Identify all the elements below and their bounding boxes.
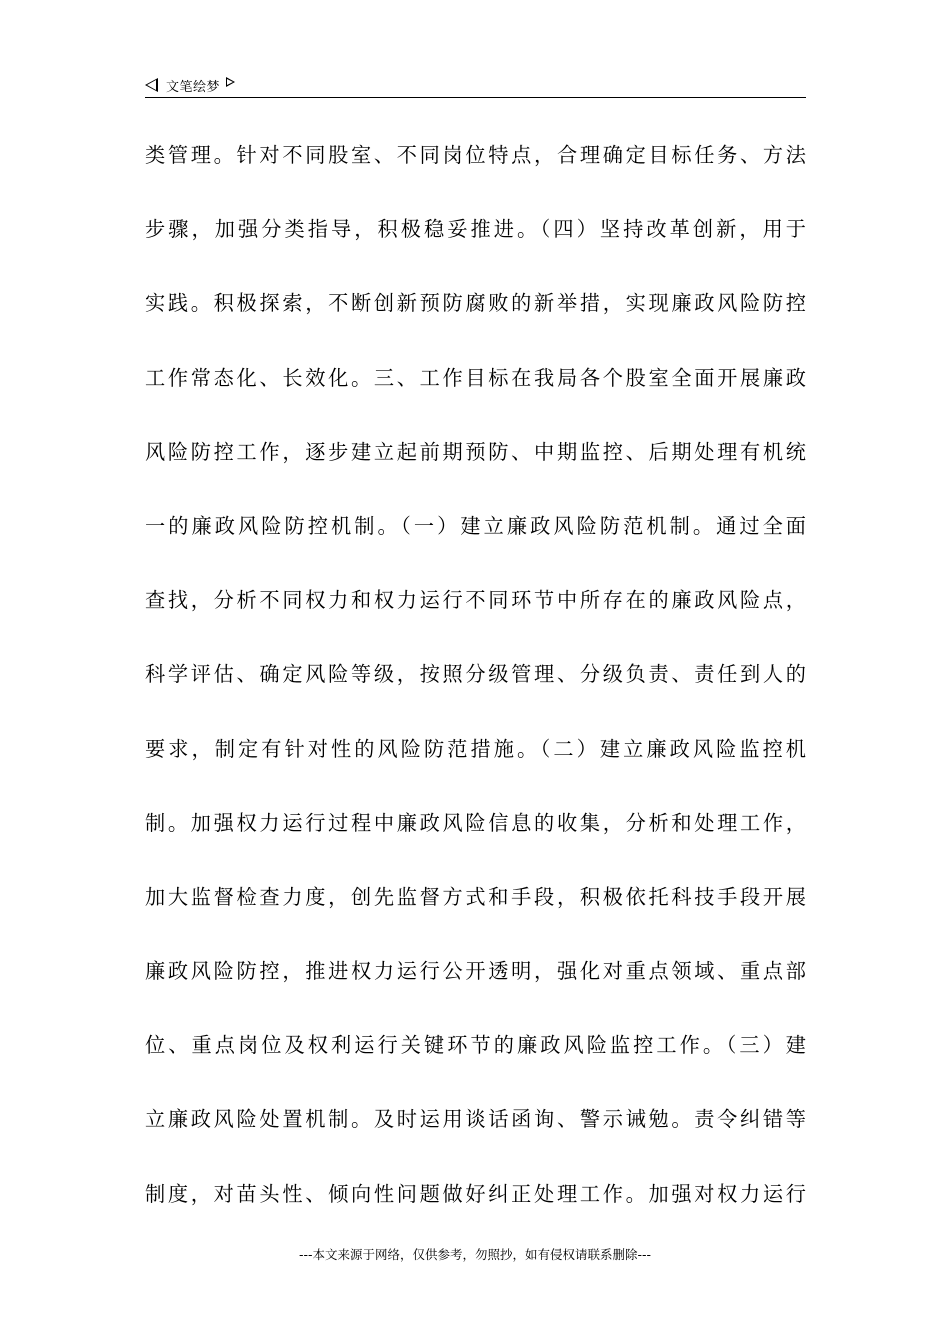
text-line: 要求，制定有针对性的风险防范措施。（二）建立廉政风险监控机 bbox=[145, 736, 806, 761]
triangle-right-icon bbox=[226, 77, 235, 87]
page-footer-disclaimer: ---本文来源于网络，仅供参考，勿照抄，如有侵权请联系删除--- bbox=[298, 1247, 652, 1262]
text-line: 位、重点岗位及权利运行关键环节的廉政风险监控工作。（三）建 bbox=[145, 1033, 806, 1058]
header-brand: 文笔绘梦 bbox=[166, 79, 221, 95]
text-line: 实践。积极探索，不断创新预防腐败的新举措，实现廉政风险防控 bbox=[145, 291, 806, 316]
text-line: 步骤，加强分类指导，积极稳妥推进。（四）坚持改革创新，用于 bbox=[145, 217, 806, 242]
text-line: 风险防控工作，逐步建立起前期预防、中期监控、后期处理有机统 bbox=[145, 439, 806, 464]
header-divider bbox=[145, 97, 806, 98]
text-line: 加大监督检查力度，创先监督方式和手段，积极依托科技手段开展 bbox=[145, 884, 806, 909]
text-line: 立廉政风险处置机制。及时运用谈话函询、警示诫勉。责令纠错等 bbox=[145, 1107, 806, 1132]
text-line: 制。加强权力运行过程中廉政风险信息的收集，分析和处理工作， bbox=[145, 810, 806, 835]
text-line: 科学评估、确定风险等级，按照分级管理、分级负责、责任到人的 bbox=[145, 662, 806, 687]
page-header bbox=[145, 72, 806, 98]
triangle-left-icon bbox=[145, 78, 158, 92]
text-line: 廉政风险防控，推进权力运行公开透明，强化对重点领域、重点部 bbox=[145, 959, 806, 984]
text-line: 工作常态化、长效化。三、工作目标在我局各个股室全面开展廉政 bbox=[145, 365, 806, 390]
text-line: 查找，分析不同权力和权力运行不同环节中所存在的廉政风险点， bbox=[145, 588, 806, 613]
body-text bbox=[145, 118, 806, 1231]
text-line: 一的廉政风险防控机制。（一）建立廉政风险防范机制。通过全面 bbox=[145, 513, 806, 538]
text-line: 制度，对苗头性、倾向性问题做好纠正处理工作。加强对权力运行 bbox=[145, 1181, 806, 1206]
text-line: 类管理。针对不同股室、不同岗位特点，合理确定目标任务、方法 bbox=[145, 143, 806, 167]
